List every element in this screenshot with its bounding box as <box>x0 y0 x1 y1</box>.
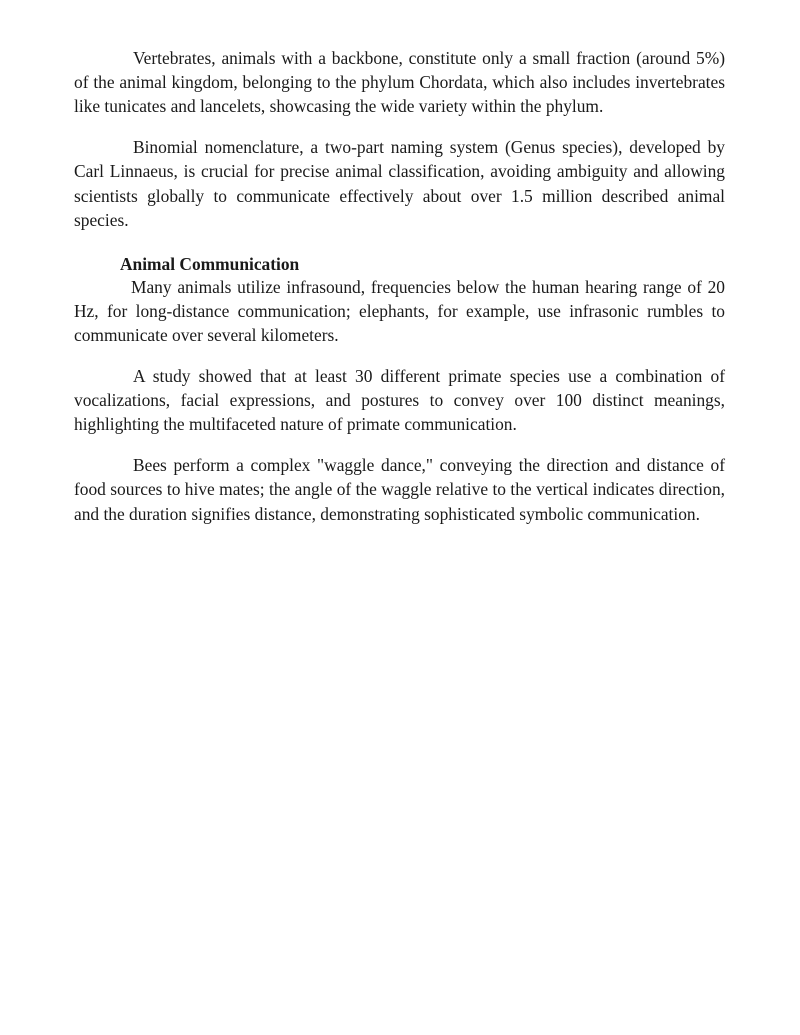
paragraph-binomial-nomenclature: Binomial nomenclature, a two-part naming system (Genus species), developed by Carl Linnaeus, is crucial for precise animal classification, avoiding ambiguity and allowing scientists globally to communicate effectively about over 1.5 million described animal species. <box>74 137 725 230</box>
paragraph-vertebrates: Vertebrates, animals with a backbone, constitute only a small fraction (around 5%) of the animal kingdom, belonging to the phylum Chordata, which also includes invertebrates like tunicates and lancelets, showcasing the wide variety within the phylum. <box>74 48 725 117</box>
section-heading-animal-communication: Animal Communication <box>120 253 300 274</box>
paragraph-primate-communication: A study showed that at least 30 different primate species use a combination of vocalizations, facial expressions, and postures to convey over 100 distinct meanings, highlighting the multifaceted nature of primate communication. <box>74 366 725 435</box>
document-page <box>74 46 725 542</box>
paragraph-waggle-dance: Bees perform a complex "waggle dance," conveying the direction and distance of food sources to hive mates; the angle of the waggle relative to the vertical indicates direction, and the duration signifies distance, demonstrating sophisticated symbolic communication. <box>74 455 725 524</box>
paragraph-infrasound: Many animals utilize infrasound, frequencies below the human hearing range of 20 Hz, for long-distance communication; elephants, for example, use infrasonic rumbles to communicate over several kilometers. <box>74 276 725 346</box>
